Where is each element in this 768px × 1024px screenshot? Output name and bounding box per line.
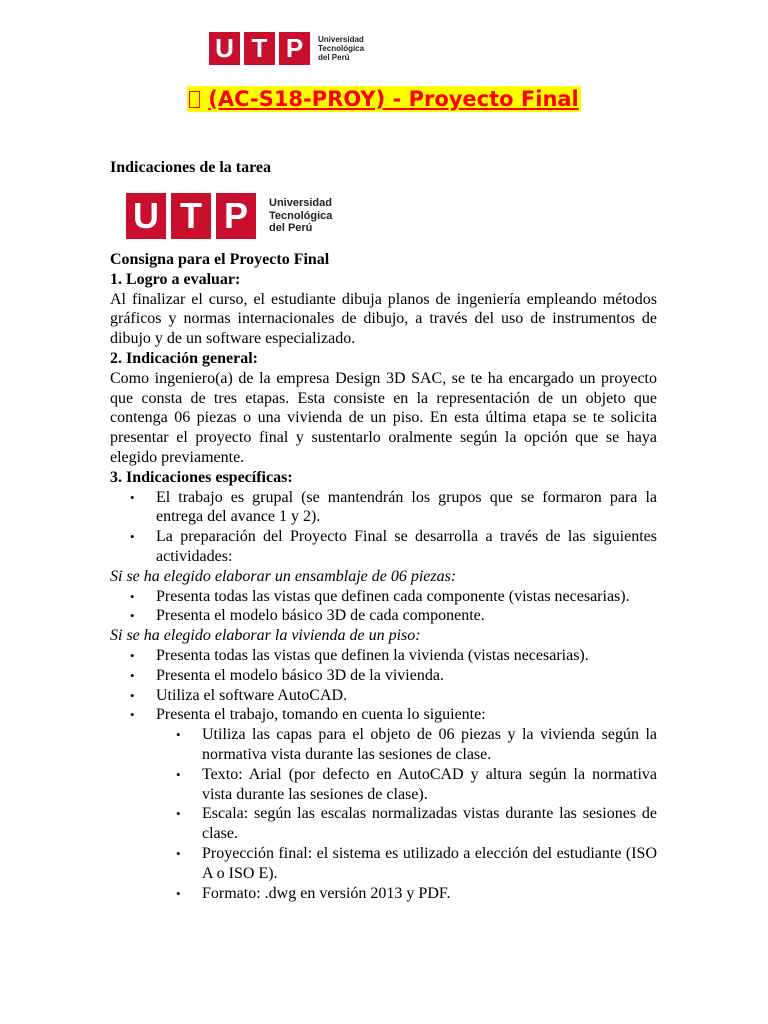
list-item: • Presenta el modelo básico 3D de cada componente. xyxy=(110,606,657,626)
sub-list-item: • Utiliza las capas para el objeto de 06 piezas y la vivienda según la normativa vista durante las sesiones de clase. xyxy=(156,725,657,765)
list-item: • Presenta el modelo básico 3D de la vivienda. xyxy=(110,666,657,686)
section-2-text: Como ingeniero(a) de la empresa Design 3D SAC, se te ha encargado un proyecto que consta de tres etapas. Esta consiste en la representación de un objeto que contenga 06 piezas o una vivienda de un piso. En esta última etapa se te solicita presentar el proyecto final y sustentarlo oralmente según la opción que se haya elegido previamente. xyxy=(110,369,657,466)
logo-letter-p: P xyxy=(279,32,310,65)
list-item: • Presenta todas las vistas que definen la vivienda (vistas necesarias). xyxy=(110,646,657,666)
list-item: • El trabajo es grupal (se mantendrán los grupos que se formaron para la entrega del avance 1 y 2). xyxy=(110,488,657,528)
document-icon xyxy=(189,91,200,108)
assignment-content xyxy=(110,250,657,903)
list-item: • Presenta todas las vistas que definen cada componente (vistas necesarias). xyxy=(110,587,657,607)
sub-list-item: • Formato: .dwg en versión 2013 y PDF. xyxy=(156,884,657,904)
section-1-text: Al finalizar el curso, el estudiante dibuja planos de ingeniería empleando métodos gráficos y normas internacionales de dibujo, a través del uso de instrumentos de dibujo y de un software especializado. xyxy=(110,290,657,348)
option-a-bullet-list xyxy=(110,587,657,627)
utp-logo-body xyxy=(126,193,332,239)
title-container xyxy=(0,86,768,112)
list-item xyxy=(110,705,657,903)
sub-list-item: • Escala: según las escalas normalizadas vistas durante las sesiones de clase. xyxy=(156,804,657,844)
section-3-title: 3. Indicaciones específicas: xyxy=(110,468,293,486)
section-heading: Indicaciones de la tarea xyxy=(110,159,272,176)
sub-list-item: • Texto: Arial (por defecto en AutoCAD y altura según la normativa vista durante las sesiones de clase). xyxy=(156,765,657,805)
sub-bullet-list xyxy=(156,725,657,903)
list-item-text: Presenta el trabajo, tomando en cuenta lo siguiente: xyxy=(156,706,486,724)
section-2-title: 2. Indicación general: xyxy=(110,349,258,367)
sub-list-item: • Proyección final: el sistema es utilizado a elección del estudiante (ISO A o ISO E). xyxy=(156,844,657,884)
logo-wordmark: Universidad Tecnológica del Perú xyxy=(318,35,365,62)
logo-letter-t: T xyxy=(171,193,211,239)
page-title[interactable] xyxy=(187,86,581,112)
list-item: • La preparación del Proyecto Final se desarrolla a través de las siguientes actividades: xyxy=(110,527,657,567)
option-a-label: Si se ha elegido elaborar un ensamblaje de 06 piezas: xyxy=(110,567,457,585)
option-b-label: Si se ha elegido elaborar la vivienda de un piso: xyxy=(110,627,421,645)
logo-letter-t: T xyxy=(244,32,275,65)
option-b-bullet-list xyxy=(110,646,657,903)
logo-letter-u: U xyxy=(209,32,240,65)
logo-letter-p: P xyxy=(216,193,256,239)
logo-wordmark: Universidad Tecnológica del Perú xyxy=(269,197,333,235)
section-1-title: 1. Logro a evaluar: xyxy=(110,270,241,288)
utp-logo-header xyxy=(209,32,364,65)
logo-letter-u: U xyxy=(126,193,166,239)
general-bullet-list xyxy=(110,488,657,567)
page-title-text: (AC-S18-PROY) - Proyecto Final xyxy=(208,87,579,111)
consigna-title: Consigna para el Proyecto Final xyxy=(110,251,330,268)
list-item: • Utiliza el software AutoCAD. xyxy=(110,686,657,706)
